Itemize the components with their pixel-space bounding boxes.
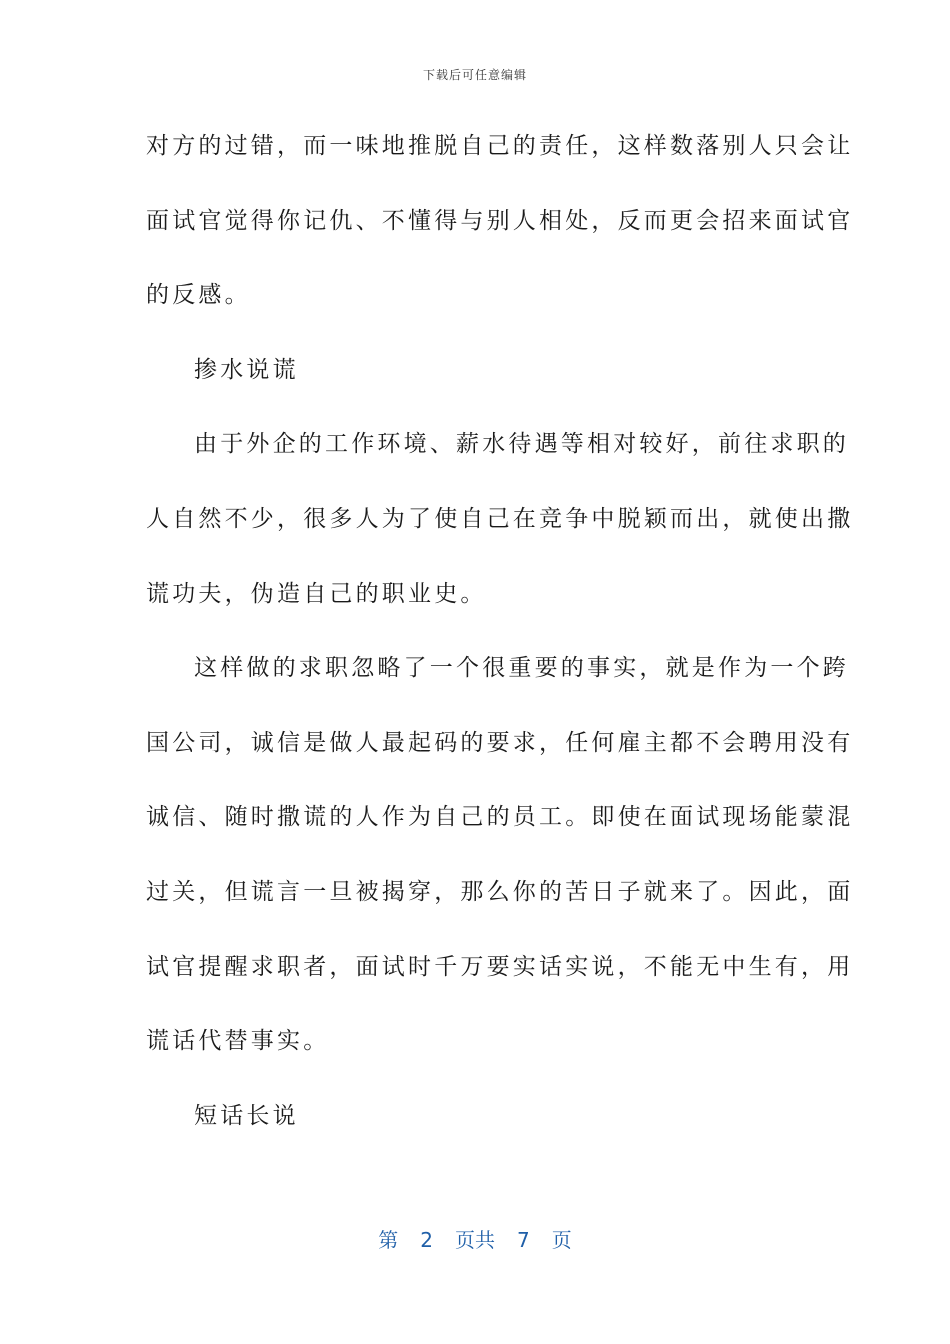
body-line: 面试官觉得你记仇、不懂得与别人相处，反而更会招来面试官: [146, 207, 854, 234]
page-current: 2: [420, 1228, 433, 1252]
document-body: [146, 120, 854, 1164]
page-prefix: 第: [378, 1228, 399, 1252]
page-mid: 页共: [455, 1228, 495, 1252]
page-number: [0, 1224, 950, 1253]
body-line: 国公司，诚信是做人最起码的要求，任何雇主都不会聘用没有: [146, 729, 854, 756]
body-line: 谎话代替事实。: [146, 1028, 330, 1055]
body-line: 人自然不少，很多人为了使自己在竞争中脱颖而出，就使出撒: [146, 505, 854, 532]
page-suffix: 页: [551, 1228, 572, 1252]
page-total: 7: [517, 1228, 530, 1252]
body-line: 试官提醒求职者，面试时千万要实话实说，不能无中生有，用: [146, 953, 854, 980]
section-heading: 掺水说谎: [194, 356, 299, 383]
header-note: 下载后可任意编辑: [422, 68, 527, 82]
body-line: 由于外企的工作环境、薪水待遇等相对较好，前往求职的: [194, 431, 849, 458]
body-line: 对方的过错，而一味地推脱自己的责任，这样数落别人只会让: [146, 133, 854, 159]
section-heading: 短话长说: [194, 1102, 299, 1129]
body-line: 谎功夫，伪造自己的职业史。: [146, 580, 487, 607]
body-line: 诚信、随时撒谎的人作为自己的员工。即使在面试现场能蒙混: [146, 804, 854, 831]
body-line: 过关，但谎言一旦被揭穿，那么你的苦日子就来了。因此，面: [146, 878, 854, 905]
body-line: 的反感。: [146, 282, 251, 309]
body-line: 这样做的求职忽略了一个很重要的事实，就是作为一个跨: [194, 655, 849, 682]
